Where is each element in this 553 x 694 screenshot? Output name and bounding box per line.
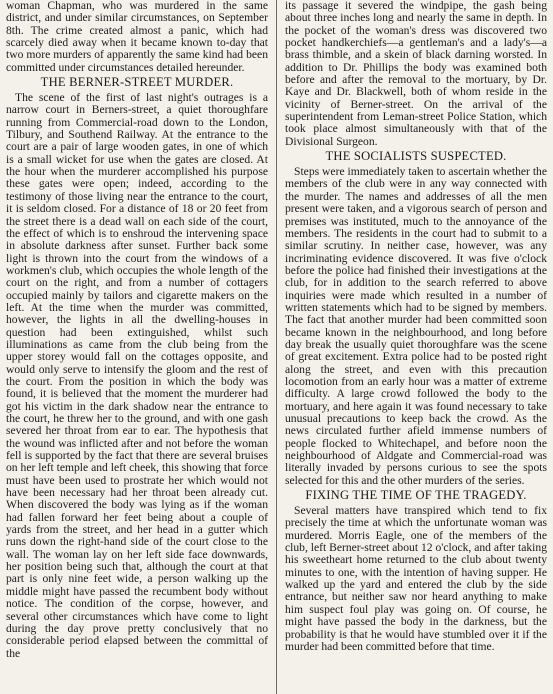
right-column <box>285 0 547 694</box>
time-body: Several matters have transpired which tend to fix precisely the time at which the unfortunate woman was murdered. Morris Eagle, one of the members of the club, left Berner-street about 12 o'clock, and after taking his sweetheart home returned to the club about twenty minutes to one, with the intention of having supper. He walked up the yard and entered the club by the side entrance, but neither saw nor heard anything to make him suspect foul play was going on. Of course, he might have passed the body in the darkness, but the probability is that he would have stumbled over it if the murder had been committed before that time. <box>285 504 547 653</box>
berner-street-body: The scene of the first of last night's outrages is a narrow court in Berners-street, a quiet thoroughfare running from Commercial-road down to the London, Tilbury, and Southend Railway. At the entrance to the court are a pair of large wooden gates, in one of which is a small wicket for use when the gates are closed. At the hour when the murderer accomplished his purpose these gates were open; indeed, according to the testimony of those living near the entrance to the court, it is seldom closed. For a distance of 18 or 20 feet from the street there is a dead wall on each side of the court, the effect of which is to enshroud the intervening space in absolute darkness after sunset. Further back some light is thrown into the court from the windows of a workmen's club, which occupies the whole length of the court on the right, and from a number of cottagers occupied mainly by tailors and cigarette makers on the left. At the time when the murder was committed, however, the lights in all the dwelling-houses in question had been extinguished, whilst such illuminations as came from the club being from the upper storey would fall on the cottages opposite, and would only serve to intensify the gloom and the rest of the court. From the position in which the body was found, it is believed that the moment the murderer had got his victim in the dark shadow near the entrance to the court, he threw her to the ground, and with one gash severed her throat from ear to ear. The hypothesis that the wound was inflicted after and not before the woman fell is supported by the fact that there are several bruises on her left temple and left cheek, this showing that force must have been used to prostrate her which would not have been necessary had her throat been already cut. When discovered the body was lying as if the woman had fallen forward her feet being about a couple of yards from the street, and her head in a gutter which runs down the right-hand side of the court close to the wall. The woman lay on her left side face downwards, her position being such that, although the court at that part is only nine feet wide, a person walking up the middle might have passed the recumbent body without notice. The condition of the corpse, however, and several other circumstances which have come to light during the day prove pretty conclusively that no considerable period elapsed between the committal of the <box>6 91 268 660</box>
section-heading-berner-street: THE BERNER-STREET MURDER. <box>40 75 234 90</box>
section-heading-time: FIXING THE TIME OF THE TRAGEDY. <box>305 488 527 503</box>
continuation-paragraph: its passage it severed the windpipe, the gash being about three inches long and nearly the same in depth. In the pocket of the woman's dress was discovered two pocket handkerchiefs—a gentleman's and a lady's—a brass thimble, and a skein of black darning worsted. In addition to Dr. Phillips the body was examined both before and after the removal to the mortuary, by Dr. Kaye and Dr. Blackwell, both of whom reside in the vicinity of Berner-street. On the arrival of the superintendent from Leman-street Police Station, which took place almost simultaneously with that of the Divisional Surgeon. <box>285 0 547 148</box>
socialists-body: Steps were immediately taken to ascertain whether the members of the club were in any way connected with the murder. The names and addresses of all the men present were taken, and a vigorous search of person and premises was instituted, much to the annoyance of the members. The residents in the court had to submit to a similar scrutiny. In neither case, however, was any incriminating evidence discovered. It was five o'clock before the police had finished their investigations at the club, for in addition to the search referred to above inquiries were made which resulted in a number of written statements which had to be signed by members. The fact that another murder had been committed soon became known in the neighbourhood, and long before day break the usually quiet thoroughfare was the scene of great excitement. Extra police had to be posted right along the street, and even with this precaution locomotion from an early hour was a matter of extreme difficulty. A large crowd followed the body to the mortuary, and here again it was found necessary to take unusual precautions to keep back the crowd. As the news circulated further afield immense numbers of people flocked to Whitechapel, and before noon the neighbourhood of Aldgate and Commercial-road was literally invaded by persons curious to see the spots selected for this and the other murders of the series. <box>285 165 547 487</box>
section-heading-socialists: THE SOCIALISTS SUSPECTED. <box>325 149 507 164</box>
lead-paragraph: woman Chapman, who was murdered in the same district, and under similar circumstances, on September 8th. The crime created almost a panic, which had scarcely died away when it became known to-day that two more murders of apparently the same kind had been committed under circumstances detailed hereunder. <box>6 0 268 74</box>
left-column <box>6 0 268 694</box>
column-divider <box>276 0 277 694</box>
